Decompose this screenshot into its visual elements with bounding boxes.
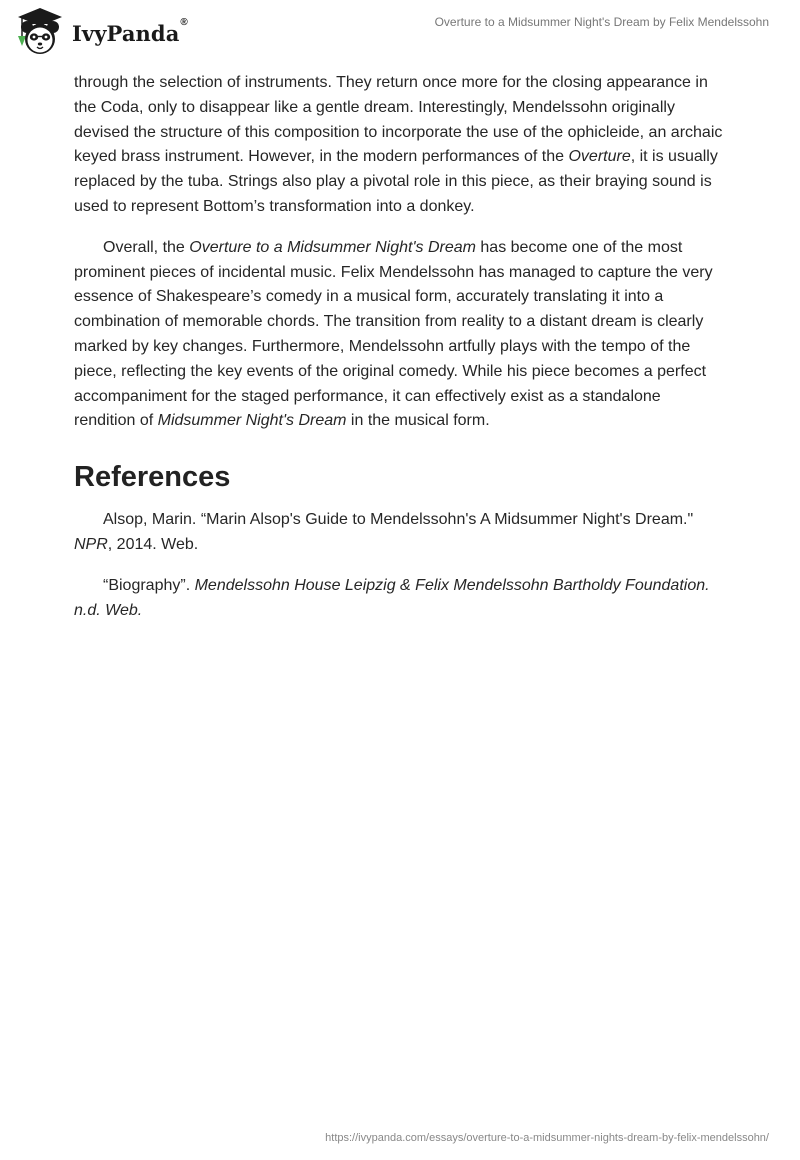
essay-content: [74, 71, 726, 639]
reference-source: NPR: [74, 535, 108, 553]
registered-mark: ®: [180, 16, 188, 28]
body-paragraph-2: Overall, the Overture to a Midsummer Night's Dream has become one of the most prominent pieces of incidental music. Felix Mendelssohn has managed to capture the very essence of Shakespeare’s comedy in a musical form, accurately translating it into a combination of memorable chords. The transition from reality to a distant dream is clearly marked by key changes. Furthermore, Mendelssohn artfully plays with the tempo of the piece, reflecting the key events of the original comedy. While his piece becomes a perfect accompaniment for the staged performance, it can effectively exist as a standalone rendition of Midsummer Night's Dream in the musical form.: [74, 238, 713, 430]
footer-url[interactable]: https://ivypanda.com/essays/overture-to-a-midsummer-nights-dream-by-felix-mendelssohn/: [325, 1132, 769, 1144]
ivypanda-logo[interactable]: [14, 6, 188, 58]
reference-entry: “Biography”. Mendelssohn House Leipzig & Felix Mendelssohn Bartholdy Foundation. n.d. Web.: [74, 576, 710, 619]
panda-graduate-icon: [14, 6, 66, 58]
page-header: [0, 0, 800, 66]
running-title: Overture to a Midsummer Night's Dream by Felix Mendelssohn: [434, 15, 769, 29]
logo-wordmark: IvyPanda®: [72, 16, 188, 46]
reference-source: Mendelssohn House Leipzig & Felix Mendelssohn Bartholdy Foundation. n.d. Web.: [74, 576, 710, 619]
reference-entry: Alsop, Marin. “Marin Alsop's Guide to Mendelssohn's A Midsummer Night's Dream." NPR, 2014. Web.: [74, 511, 694, 553]
italic-title: Overture to a Midsummer Night's Dream: [189, 238, 476, 256]
references-heading: References: [74, 461, 231, 494]
italic-title-short: Midsummer Night's Dream: [157, 412, 347, 430]
body-paragraph-1: through the selection of instruments. They return once more for the closing appearance in the Coda, only to disappear like a gentle dream. Interestingly, Mendelssohn originally devised the structure of this composition to incorporate the use of the ophicleide, an archaic keyed brass instrument. However, in the modern performances of the Overture, it is usually replaced by the tuba. Strings also play a pivotal role in this piece, as their braying sound is used to represent Bottom’s transformation into a donkey.: [74, 74, 723, 215]
italic-overture: Overture: [568, 148, 631, 166]
